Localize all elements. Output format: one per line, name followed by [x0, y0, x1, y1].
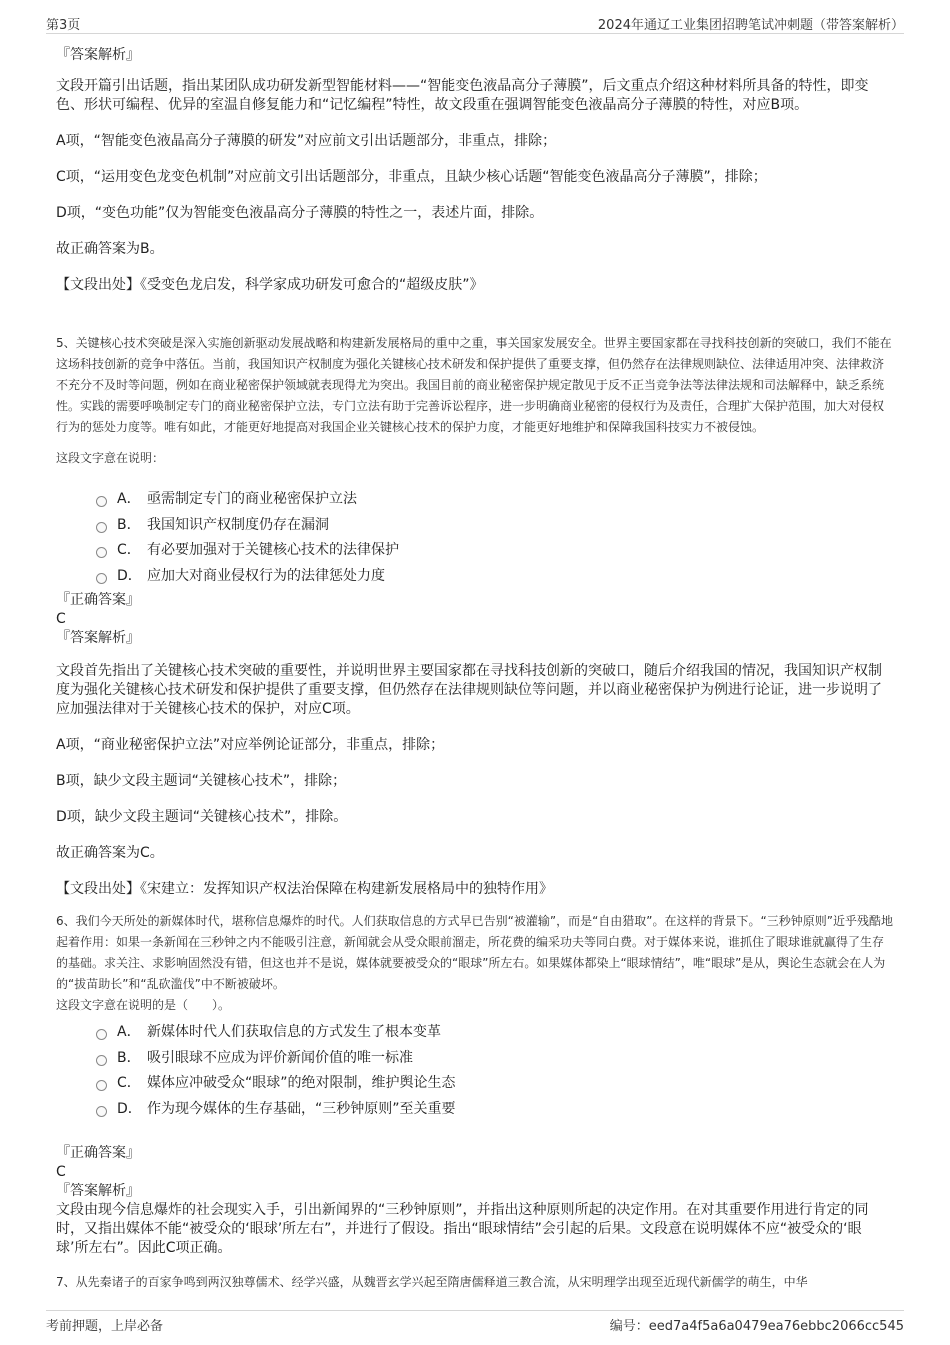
option-b[interactable]: B． 吸引眼球不应成为评价新闻价值的唯一标准: [96, 1046, 894, 1072]
page-header: [46, 12, 904, 34]
q6-stem: 6、我们今天所处的新媒体时代，堪称信息爆炸的时代。人们获取信息的方式早已告别“被灌输”，而是“自由猎取”。在这样的背景下。“三秒钟原则”近乎残酷地起着作用：如果一条新闻在三秒钟之内不能吸引注意，新闻就会从受众眼前溜走，所花费的编采功夫等同白费。对于媒体来说，谁抓住了眼球谁就赢得了生存的基础。求关注、求影响固然没有错，但这也并不是说，媒体就要被受众的“眼球”所左右。如果媒体都染上“眼球情结”，唯“眼球”是从，舆论生态就会在人为的“拔苗助长”和“乱砍滥伐”中不断被破坏。: [56, 914, 893, 991]
q6-analysis: 文段由现今信息爆炸的社会现实入手，引出新闻界的“三秒钟原则”，并指出这种原则所起的决定作用。在对其重要作用进行肯定的同时，又指出媒体不能“被受众的‘眼球’所左右”，并进行了假设。指出“眼球情结”会引起的后果。文段意在说明媒体不应“被受众的‘眼球’所左右”。因此C项正确。: [56, 1202, 869, 1256]
q5-analysis-tag: 『答案解析』: [56, 630, 140, 646]
q5-block: [56, 333, 894, 899]
option-b[interactable]: B． 我国知识产权制度仍存在漏洞: [96, 513, 894, 539]
radio-button[interactable]: [96, 1080, 107, 1091]
radio-button[interactable]: [96, 496, 107, 507]
radio-button[interactable]: [96, 522, 107, 533]
radio-button[interactable]: [96, 1029, 107, 1040]
footer-slogan: 考前押题，上岸必备: [46, 1319, 164, 1334]
option-d[interactable]: D． 作为现今媒体的生存基础，“三秒钟原则”至关重要: [96, 1097, 894, 1123]
q6-block: [56, 911, 894, 1258]
option-a[interactable]: A． 亟需制定专门的商业秘密保护立法: [96, 487, 894, 513]
q4-analysis-tag: 『答案解析』: [56, 47, 140, 63]
q7-stem: 7、从先秦诸子的百家争鸣到两汉独尊儒术、经学兴盛，从魏晋玄学兴起至隋唐儒释道三教合流，从宋明理学出现至近现代新儒学的萌生，中华: [56, 1275, 808, 1289]
page-footer: [46, 1310, 904, 1334]
q5-analysis-para: 故正确答案为C。: [56, 845, 164, 861]
q5-options: [96, 487, 894, 589]
q5-analysis-para: D项，缺少文段主题词“关键核心技术”，排除。: [56, 809, 348, 825]
q5-source: 【文段出处】《宋建立：发挥知识产权法治保障在构建新发展格局中的独特作用》: [56, 881, 553, 897]
document-body: [56, 46, 894, 1310]
q6-answer: C: [56, 1164, 66, 1180]
radio-button[interactable]: [96, 547, 107, 558]
q5-analysis-para: B项，缺少文段主题词“关键核心技术”，排除；: [56, 773, 347, 789]
option-a[interactable]: A． 新媒体时代人们获取信息的方式发生了根本变革: [96, 1020, 894, 1046]
q5-answer-tag: 『正确答案』: [56, 592, 140, 608]
q4-source: 【文段出处】《受变色龙启发，科学家成功研发可愈合的“超级皮肤”》: [56, 277, 484, 293]
q6-question: 这段文字意在说明的是（ ）。: [56, 998, 231, 1012]
q5-analysis-para: A项，“商业秘密保护立法”对应举例论证部分，非重点，排除；: [56, 737, 445, 753]
q6-answer-tag: 『正确答案』: [56, 1145, 140, 1161]
document-code: 编号：eed7a4f5a6a0479ea76ebbc2066cc545: [609, 1319, 904, 1334]
q6-analysis-tag: 『答案解析』: [56, 1183, 140, 1199]
q4-analysis-para: 文段开篇引出话题，指出某团队成功研发新型智能材料——“智能变色液晶高分子薄膜”，后文重点介绍这种材料所具备的特性，即变色、形状可编程、优异的室温自修复能力和“记忆编程”特性，故文段重在强调智能变色液晶高分子薄膜的特性，对应B项。: [56, 78, 869, 113]
option-c[interactable]: C． 有必要加强对于关键核心技术的法律保护: [96, 538, 894, 564]
q4-analysis-para: C项，“运用变色龙变色机制”对应前文引出话题部分，非重点，且缺少核心话题“智能变色液晶高分子薄膜”，排除；: [56, 169, 767, 185]
option-c[interactable]: C． 媒体应冲破受众“眼球”的绝对限制，维护舆论生态: [96, 1071, 894, 1097]
q5-stem: 5、关键核心技术突破是深入实施创新驱动发展战略和构建新发展格局的重中之重，事关国家发展安全。世界主要国家都在寻找科技创新的突破口，我们不能在这场科技创新的竞争中落伍。当前，我国知识产权制度为强化关键核心技术研发和保护提供了重要支撑，但仍然存在法律规则缺位、法律适用冲突、法律救济不充分不及时等问题，例如在商业秘密保护领域就表现得尤为突出。我国目前的商业秘密保护规定散见于反不正当竞争法等法律法规和司法解释中，缺乏系统性。实践的需要呼唤制定专门的商业秘密保护立法，专门立法有助于完善诉讼程序，进一步明确商业秘密的侵权行为及责任，合理扩大保护范围，加大对侵权行为的惩处力度等。唯有如此，才能更好地提高对我国企业关键核心技术的保护力度，才能更好地维护和保障我国科技实力不被侵蚀。: [56, 336, 892, 434]
radio-button[interactable]: [96, 573, 107, 584]
q5-answer: C: [56, 611, 66, 627]
page-number: 第3页: [46, 18, 81, 33]
q4-block: [56, 46, 894, 295]
q4-analysis-para: A项，“智能变色液晶高分子薄膜的研发”对应前文引出话题部分，非重点，排除；: [56, 133, 557, 149]
q6-options: [96, 1020, 894, 1122]
document-title: 2024年通辽工业集团招聘笔试冲刺题（带答案解析）: [597, 18, 904, 33]
radio-button[interactable]: [96, 1106, 107, 1117]
q5-analysis-para: 文段首先指出了关键核心技术突破的重要性，并说明世界主要国家都在寻找科技创新的突破口，随后介绍我国的情况，我国知识产权制度为强化关键核心技术研发和保护提供了重要支撑，但仍然存在法律规则缺位等问题，并以商业秘密保护为例进行论证，进一步说明了应加强法律对于关键核心技术的保护，对应C项。: [56, 663, 882, 717]
option-d[interactable]: D． 应加大对商业侵权行为的法律惩处力度: [96, 564, 894, 590]
q4-analysis-para: D项，“变色功能”仅为智能变色液晶高分子薄膜的特性之一，表述片面，排除。: [56, 205, 544, 221]
q5-question: 这段文字意在说明：: [56, 451, 165, 465]
q4-analysis-para: 故正确答案为B。: [56, 241, 164, 257]
radio-button[interactable]: [96, 1055, 107, 1066]
